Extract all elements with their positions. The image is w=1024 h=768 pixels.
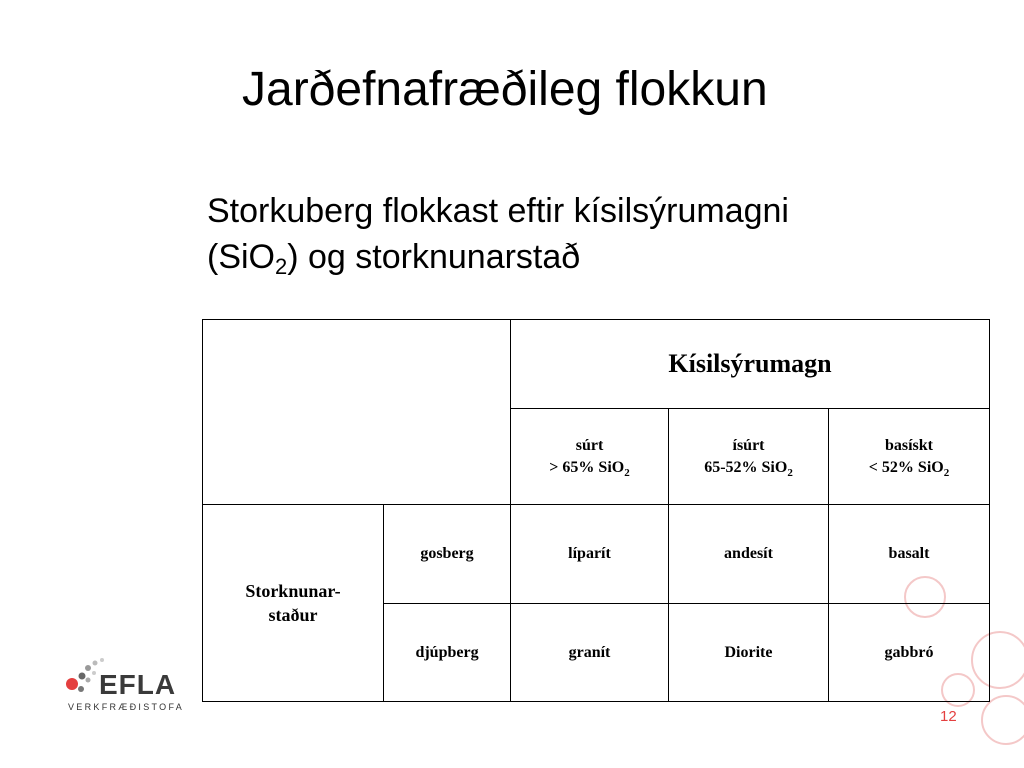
logo-dot-icon [66, 678, 78, 690]
column-range-sub: 2 [787, 466, 793, 479]
table-cell: basalt [829, 505, 990, 604]
logo-dot-icon [93, 661, 98, 666]
page-number: 12 [940, 708, 957, 725]
slide-subtitle [207, 188, 1007, 280]
column-name: ísúrt [732, 436, 765, 454]
logo-dot-icon [92, 671, 96, 675]
logo-dot-icon [78, 686, 84, 692]
column-range: < 52% SiO [868, 458, 944, 476]
subtitle-line-2-pre: (SiO [207, 238, 275, 276]
table-row [203, 505, 990, 604]
column-range: 65-52% SiO [704, 458, 788, 476]
decor-circle [982, 696, 1024, 744]
subtitle-subscript: 2 [275, 254, 288, 279]
table-cell: andesít [669, 505, 829, 604]
row-type-volcanic: gosberg [384, 505, 511, 604]
silica-header: Kísilsýrumagn [511, 320, 990, 409]
table-cell: gabbró [829, 604, 990, 702]
table-cell: Diorite [669, 604, 829, 702]
table-header-row [203, 320, 990, 409]
row-group-label [203, 505, 384, 702]
column-header-basic [829, 409, 990, 505]
row-group-label-line-1: Storknunar- [245, 581, 341, 601]
column-name: basískt [884, 436, 934, 454]
column-range-sub: 2 [624, 466, 630, 479]
classification-table [202, 319, 990, 702]
logo-dot-icon [86, 678, 91, 683]
slide-title: Jarðefnafræðileg flokkun [242, 63, 768, 116]
row-group-label-line-2: staður [268, 605, 318, 625]
subtitle-line-2-post: ) og storknunarstað [287, 238, 581, 276]
column-header-acid [511, 409, 669, 505]
logo-dot-icon [79, 673, 86, 680]
subtitle-line-1: Storkuberg flokkast eftir kísilsýrumagni [207, 192, 789, 230]
column-header-intermediate [669, 409, 829, 505]
logo-tagline: VERKFRÆÐISTOFA [68, 702, 185, 712]
row-type-plutonic: djúpberg [384, 604, 511, 702]
empty-corner-cell [203, 320, 511, 505]
logo-dot-icon [100, 658, 104, 662]
column-range: > 65% SiO [549, 458, 625, 476]
column-name: súrt [575, 436, 604, 454]
logo-dot-icon [85, 665, 91, 671]
table-cell: granít [511, 604, 669, 702]
column-range-sub: 2 [943, 466, 950, 479]
table-cell: líparít [511, 505, 669, 604]
logo-wordmark: EFLA [99, 669, 177, 700]
